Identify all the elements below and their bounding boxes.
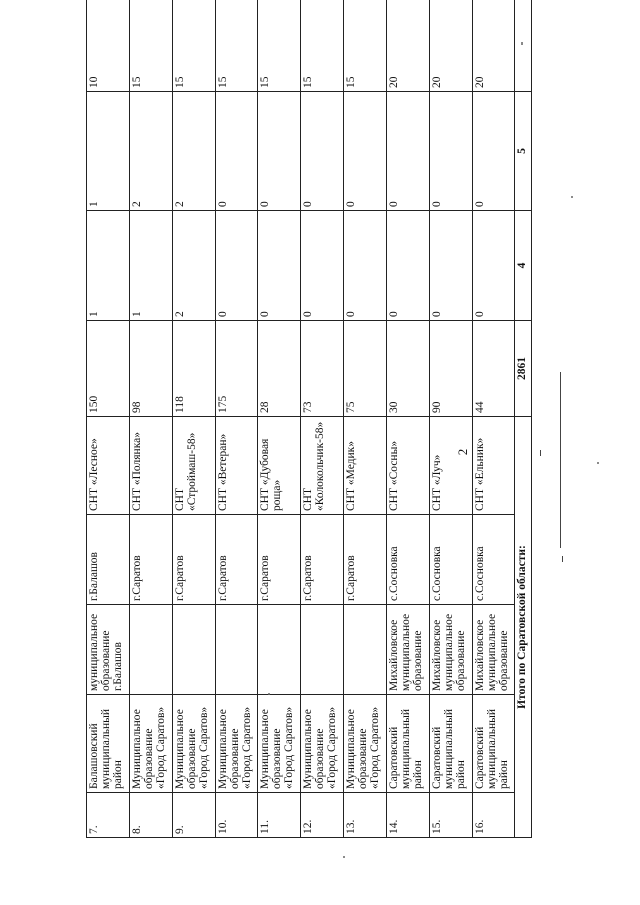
table-row [258,0,301,838]
value-1-cell: 2 [172,211,215,321]
locality-cell: г.Балашов [87,515,130,605]
locality-cell: г.Саратов [301,515,344,605]
partnership-cell: СНТ «Строймаш-58» [172,417,215,515]
partnership-cell: СНТ «Колокольчик-58» [301,417,344,515]
locality-cell: с.Сосновка [429,515,472,605]
locality-cell: г.Саратов [258,515,301,605]
value-3-cell: 15 [344,0,387,92]
row-number-cell: 14. [386,793,429,838]
value-2-cell: 0 [215,92,258,211]
locality-cell: с.Сосновка [386,515,429,605]
table-row [429,0,472,838]
value-1-cell: 0 [386,211,429,321]
area-cell: 98 [129,321,172,417]
locality-cell: г.Саратов [215,515,258,605]
area-cell: 118 [172,321,215,417]
settlement-entity-cell [215,605,258,695]
value-3-cell: 10 [87,0,130,92]
total-value-2-cell: 5 [515,92,532,211]
value-1-cell: 0 [429,211,472,321]
separator-line [560,372,561,548]
value-2-cell: 0 [429,92,472,211]
scan-speck [268,693,270,695]
table-row [215,0,258,838]
municipality-cell: Балашовский муниципальный район [87,695,130,793]
separator-tick [540,450,541,456]
value-3-cell: 20 [472,0,515,92]
area-cell: 175 [215,321,258,417]
settlement-entity-cell: Михайловское муниципальное образование [429,605,472,695]
value-3-cell: 15 [258,0,301,92]
table-body [87,0,532,838]
total-label: Итого по Саратовской области: [515,417,532,838]
value-1-cell: 1 [129,211,172,321]
row-number-cell: 16. [472,793,515,838]
value-2-cell: 0 [301,92,344,211]
table-row [344,0,387,838]
municipality-cell: Муниципальное образование «Город Саратов» [129,695,172,793]
table-row [87,0,130,838]
value-2-cell: 0 [344,92,387,211]
table-row [172,0,215,838]
allocation-table [86,0,532,838]
table-row [301,0,344,838]
locality-cell: с.Сосновка [472,515,515,605]
settlement-entity-cell [172,605,215,695]
value-2-cell: 1 [87,92,130,211]
municipality-cell: Муниципальное образование «Город Саратов» [301,695,344,793]
value-3-cell: 20 [429,0,472,92]
locality-cell: г.Саратов [129,515,172,605]
value-1-cell: 0 [215,211,258,321]
municipality-cell: Муниципальное образование «Город Саратов» [258,695,301,793]
value-2-cell: 0 [472,92,515,211]
municipality-cell: Саратовский муниципальный район [472,695,515,793]
total-area-cell: 2861 [515,321,532,417]
municipality-cell: Муниципальное образование «Город Саратов» [172,695,215,793]
row-number-cell: 15. [429,793,472,838]
settlement-entity-cell [258,605,301,695]
value-2-cell: 0 [386,92,429,211]
value-1-cell: 0 [472,211,515,321]
value-2-cell: 2 [129,92,172,211]
partnership-cell: СНТ «Полянка» [129,417,172,515]
area-cell: 44 [472,321,515,417]
partnership-cell: СНТ «Лесное» [87,417,130,515]
partnership-cell: СНТ «Ельник» [472,417,515,515]
scan-speck [343,856,345,858]
partnership-cell: СНТ «Луч» [429,417,472,515]
page-number: 2 [455,448,470,456]
value-1-cell: 0 [301,211,344,321]
settlement-entity-cell [301,605,344,695]
settlement-entity-cell: муниципальное образование г.Балашов [87,605,130,695]
row-number-cell: 8. [129,793,172,838]
value-3-cell: 15 [301,0,344,92]
total-row [515,0,532,838]
value-2-cell: 0 [258,92,301,211]
locality-cell: г.Саратов [344,515,387,605]
area-cell: 90 [429,321,472,417]
partnership-cell: СНТ «Ветеран» [215,417,258,515]
value-1-cell: 0 [344,211,387,321]
row-number-cell: 13. [344,793,387,838]
separator-tick [562,556,563,562]
total-value-1-cell: 4 [515,211,532,321]
value-3-cell: 20 [386,0,429,92]
municipality-cell: Муниципальное образование «Город Саратов» [344,695,387,793]
row-number-cell: 12. [301,793,344,838]
area-cell: 75 [344,321,387,417]
value-3-cell: 15 [129,0,172,92]
row-number-cell: 9. [172,793,215,838]
row-number-cell: 7. [87,793,130,838]
table-row [386,0,429,838]
scan-speck [571,196,573,198]
partnership-cell: СНТ «Дубовая роща» [258,417,301,515]
value-3-cell: 15 [172,0,215,92]
settlement-entity-cell [129,605,172,695]
partnership-cell: СНТ «Медик» [344,417,387,515]
table-row [129,0,172,838]
rotated-table-wrapper [86,41,532,838]
area-cell: 28 [258,321,301,417]
total-value-3-cell: - [515,0,532,92]
partnership-cell: СНТ «Сосны» [386,417,429,515]
municipality-cell: Саратовский муниципальный район [386,695,429,793]
area-cell: 150 [87,321,130,417]
row-number-cell: 10. [215,793,258,838]
value-1-cell: 0 [258,211,301,321]
value-2-cell: 2 [172,92,215,211]
area-cell: 30 [386,321,429,417]
table-row [472,0,515,838]
municipality-cell: Саратовский муниципальный район [429,695,472,793]
settlement-entity-cell: Михайловское муниципальное образование [472,605,515,695]
value-3-cell: 15 [215,0,258,92]
locality-cell: г.Саратов [172,515,215,605]
area-cell: 73 [301,321,344,417]
scan-speck [597,462,599,464]
value-1-cell: 1 [87,211,130,321]
municipality-cell: Муниципальное образование «Город Саратов» [215,695,258,793]
settlement-entity-cell: Михайловское муниципальное образование [386,605,429,695]
row-number-cell: 11. [258,793,301,838]
settlement-entity-cell [344,605,387,695]
